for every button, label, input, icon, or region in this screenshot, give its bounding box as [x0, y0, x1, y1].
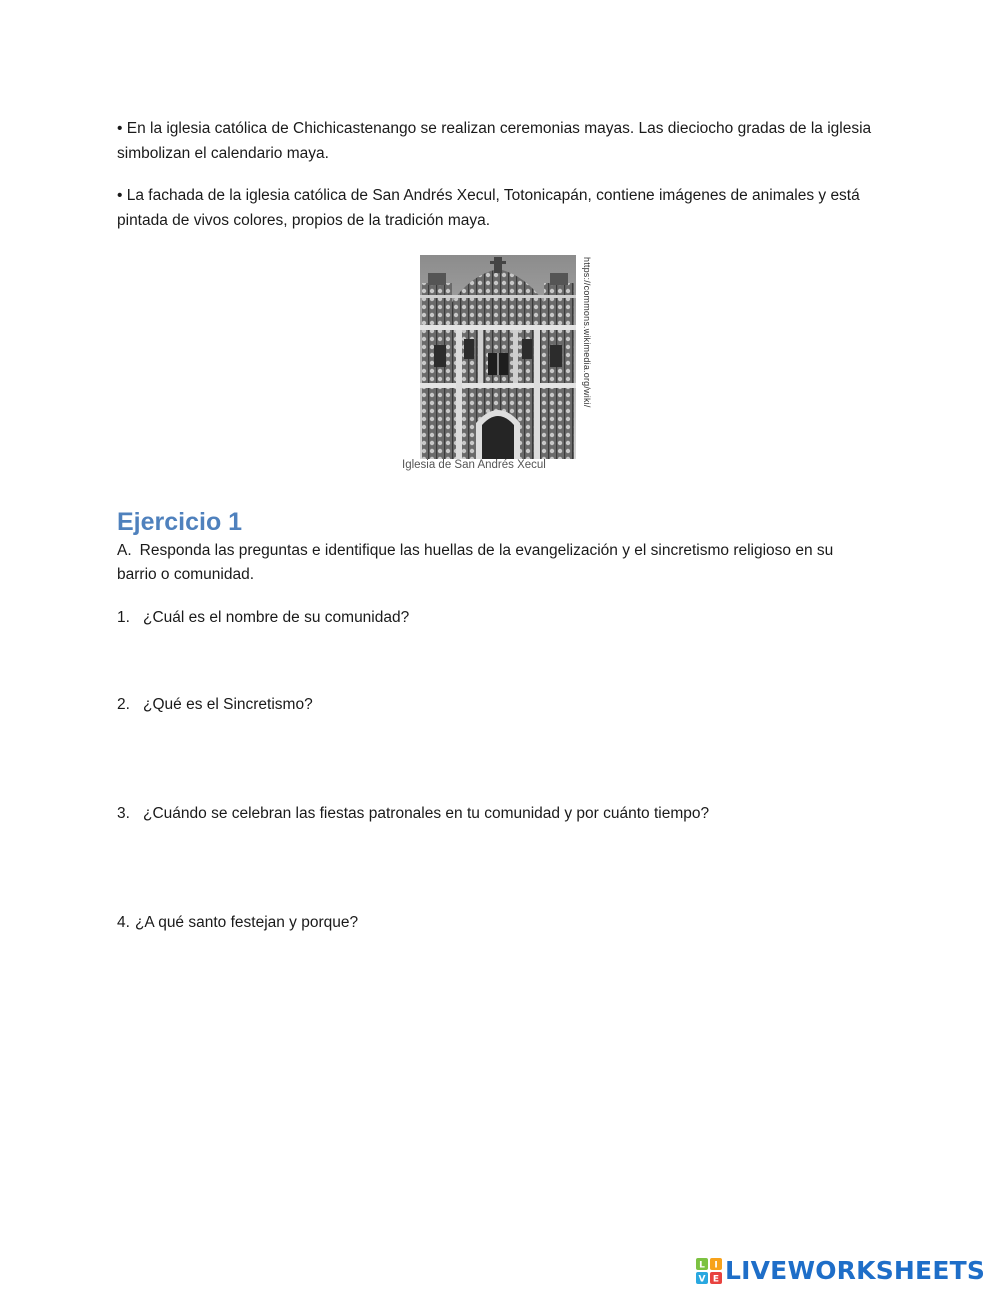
question-3 — [117, 802, 709, 826]
question-4 — [117, 911, 358, 935]
figure-caption: Iglesia de San Andrés Xecul — [402, 459, 546, 471]
svg-text:I: I — [714, 1260, 718, 1271]
svg-text:L: L — [699, 1260, 705, 1271]
church-figure — [398, 253, 598, 483]
church-facade-photo — [420, 255, 576, 459]
question-2 — [117, 693, 313, 717]
logo-text: LIVEWORKSHEETS — [725, 1256, 986, 1285]
svg-text:E: E — [712, 1274, 720, 1284]
intro-bullet-san-andres-xecul: • La fachada de la iglesia católica de San Andrés Xecul, Totonicapán, contiene imágenes de animales y está pintada de vivos colores, propios de la tradición maya. — [117, 187, 860, 229]
question-1 — [117, 606, 409, 630]
question-number: 2. — [117, 696, 130, 713]
instruction-text: Responda las preguntas e identifique las huellas de la evangelización y el sincretismo religioso en su barrio o comunidad. — [117, 542, 834, 583]
question-text: ¿Qué es el Sincretismo? — [143, 696, 313, 713]
question-number: 3. — [117, 805, 130, 822]
question-number: 4. — [117, 914, 130, 931]
exercise-title: Ejercicio 1 — [117, 508, 243, 536]
liveworksheets-logo — [696, 1256, 985, 1286]
question-number: 1. — [117, 609, 130, 626]
question-text: ¿Cuál es el nombre de su comunidad? — [143, 609, 410, 626]
instruction-label: A. — [117, 542, 132, 559]
question-text: ¿A qué santo festejan y porque? — [134, 914, 359, 931]
question-text: ¿Cuándo se celebran las fiestas patronales en tu comunidad y por cuánto tiempo? — [143, 805, 710, 822]
exercise-instruction — [117, 539, 877, 587]
liveworksheets-mark-icon — [696, 1258, 722, 1284]
photo-credit-url: https://commons.wikimedia.org/wiki/ — [582, 257, 592, 408]
intro-bullet-chichicastenango: • En la iglesia católica de Chichicastenango se realizan ceremonias mayas. Las dieciocho gradas de la iglesia simbolizan el calendario maya. — [117, 120, 872, 162]
svg-text:V: V — [698, 1274, 706, 1284]
